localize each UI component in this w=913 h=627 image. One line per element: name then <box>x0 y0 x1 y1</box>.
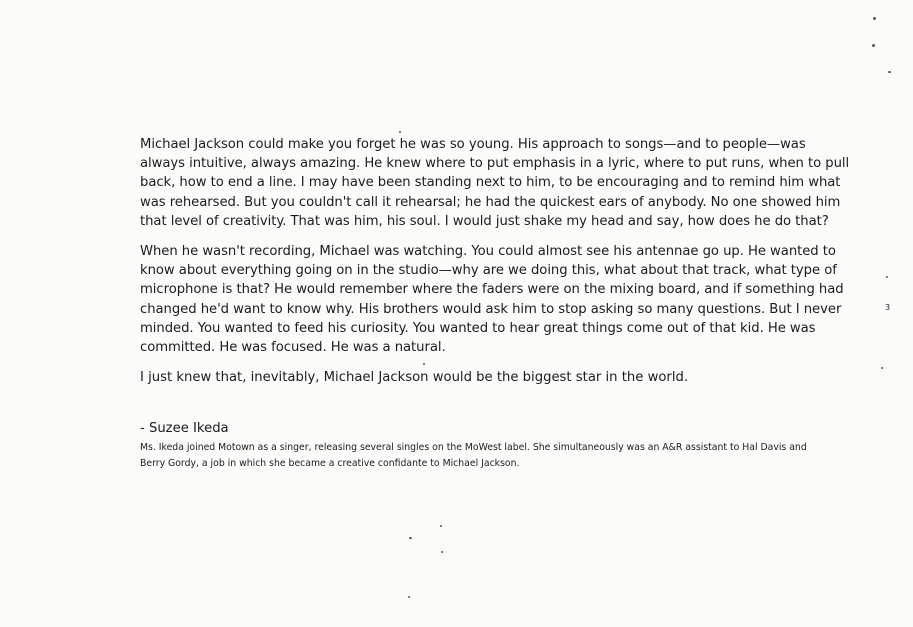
scan-speck <box>441 551 443 553</box>
scan-speck <box>873 17 876 20</box>
paragraph-3: I just knew that, inevitably, Michael Jackson would be the biggest star in the world. <box>140 370 689 386</box>
paragraph-2: When he wasn't recording, Michael was watching. You could almost see his antennae go up. He wanted to know about everything going on in the studio—why are we doing this, what about that track, what type of microphone is that? He would remember where the faders were on the mixing board, and if something had changed he'd want to know why. His brothers would ask him to stop asking so many questions. But I never minded. You wanted to feed his curiosity. You wanted to hear great things come out of that kid. He was committed. He was focused. He was a natural. <box>140 244 844 356</box>
attribution: - Suzee Ikeda <box>140 421 229 436</box>
page-number: 3 <box>885 303 891 312</box>
scan-speck <box>888 71 891 73</box>
quote-body <box>140 135 852 387</box>
scan-speck <box>399 131 401 133</box>
scan-speck <box>886 276 888 278</box>
author-bio: Ms. Ikeda joined Motown as a singer, releasing several singles on the MoWest label. She simultaneously was an A&R assistant to Hal Davis and Berry Gordy, a job in which she became a creative confidante to Michael Jackson. <box>140 442 807 469</box>
scan-speck <box>409 537 412 539</box>
scan-speck <box>872 44 875 47</box>
paragraph-1: Michael Jackson could make you forget he was so young. His approach to songs—and to people—was always intuitive, always amazing. He knew where to put emphasis in a lyric, where to put runs, when to pull back, how to end a line. I may have been standing next to him, to be encouraging and to remind him what was rehearsed. But you couldn't call it rehearsal; he had the quickest ears of anybody. No one showed him that level of creativity. That was him, his soul. I would just shake my head and say, how does he do that? <box>140 137 850 229</box>
scan-speck <box>881 367 883 369</box>
scan-speck <box>408 596 410 598</box>
scan-speck <box>440 525 442 527</box>
scan-speck <box>423 363 425 365</box>
